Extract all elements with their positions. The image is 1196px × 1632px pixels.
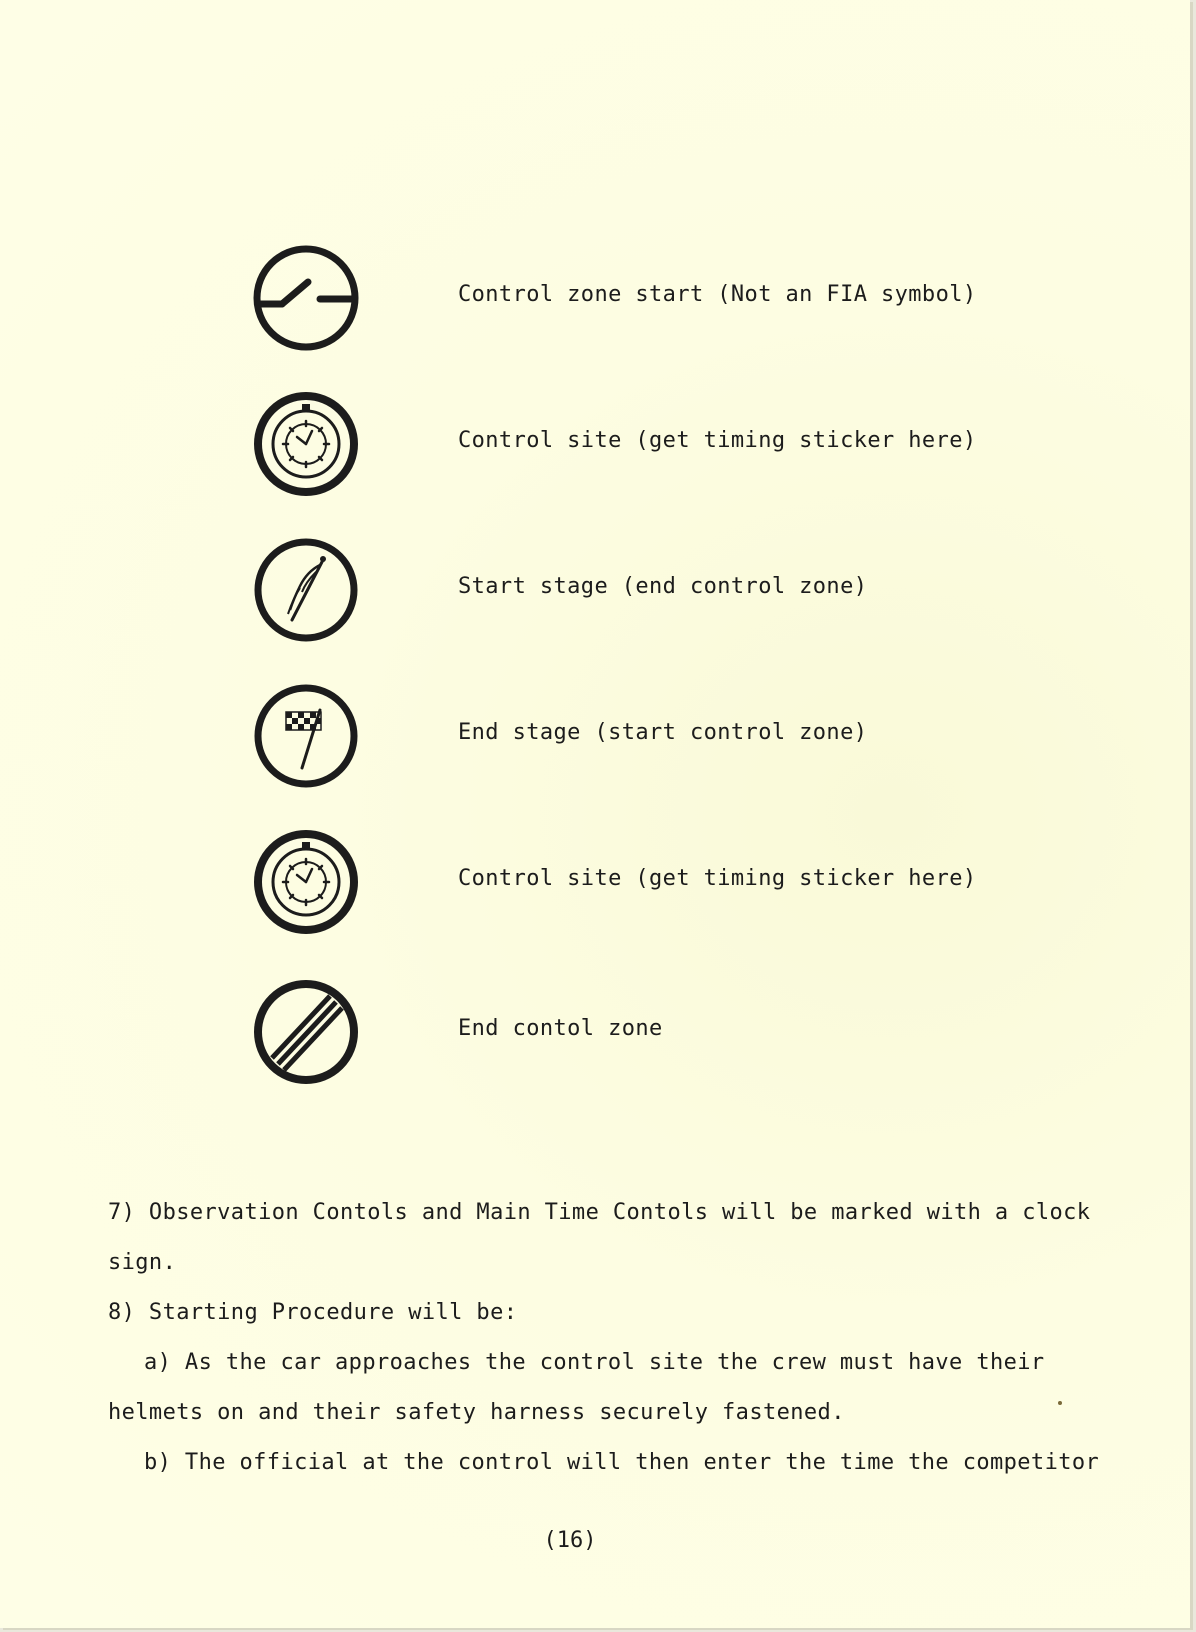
- paragraph-item-8: 8) Starting Procedure will be:: [108, 1300, 518, 1325]
- paragraph-item-7-line-1: 7) Observation Contols and Main Time Contols will be marked with a clock: [108, 1200, 1091, 1225]
- legend-label: Control zone start (Not an FIA symbol): [458, 282, 977, 307]
- paragraph-item-8b-line-1: b) The official at the control will then enter the time the competitor: [144, 1450, 1100, 1475]
- legend-row-control-site-2: [250, 826, 1050, 938]
- clock-icon: [250, 826, 362, 938]
- legend-label: Control site (get timing sticker here): [458, 866, 977, 891]
- legend-row-end-stage: [250, 680, 1050, 792]
- legend-label: End stage (start control zone): [458, 720, 868, 745]
- flag-icon: [250, 534, 362, 646]
- legend-row-start-stage: [250, 534, 1050, 646]
- checkered-flag-icon: [250, 680, 362, 792]
- legend-row-control-site: [250, 388, 1050, 500]
- legend-label: Control site (get timing sticker here): [458, 428, 977, 453]
- paragraph-item-8a-line-1: a) As the car approaches the control site the crew must have their: [144, 1350, 1045, 1375]
- legend-row-control-zone-start: [250, 242, 1050, 354]
- control-zone-start-icon: [250, 242, 362, 354]
- legend-label: Start stage (end control zone): [458, 574, 868, 599]
- paragraph-item-8a-line-2: helmets on and their safety harness securely fastened.: [108, 1400, 845, 1425]
- legend-label: End contol zone: [458, 1016, 663, 1041]
- page-number: (16): [543, 1528, 597, 1553]
- end-control-zone-icon: [250, 976, 362, 1088]
- clock-icon: [250, 388, 362, 500]
- paper-speck: [1058, 1401, 1062, 1405]
- paragraph-item-7-line-2: sign.: [108, 1250, 177, 1275]
- legend-row-end-control-zone: [250, 976, 1050, 1088]
